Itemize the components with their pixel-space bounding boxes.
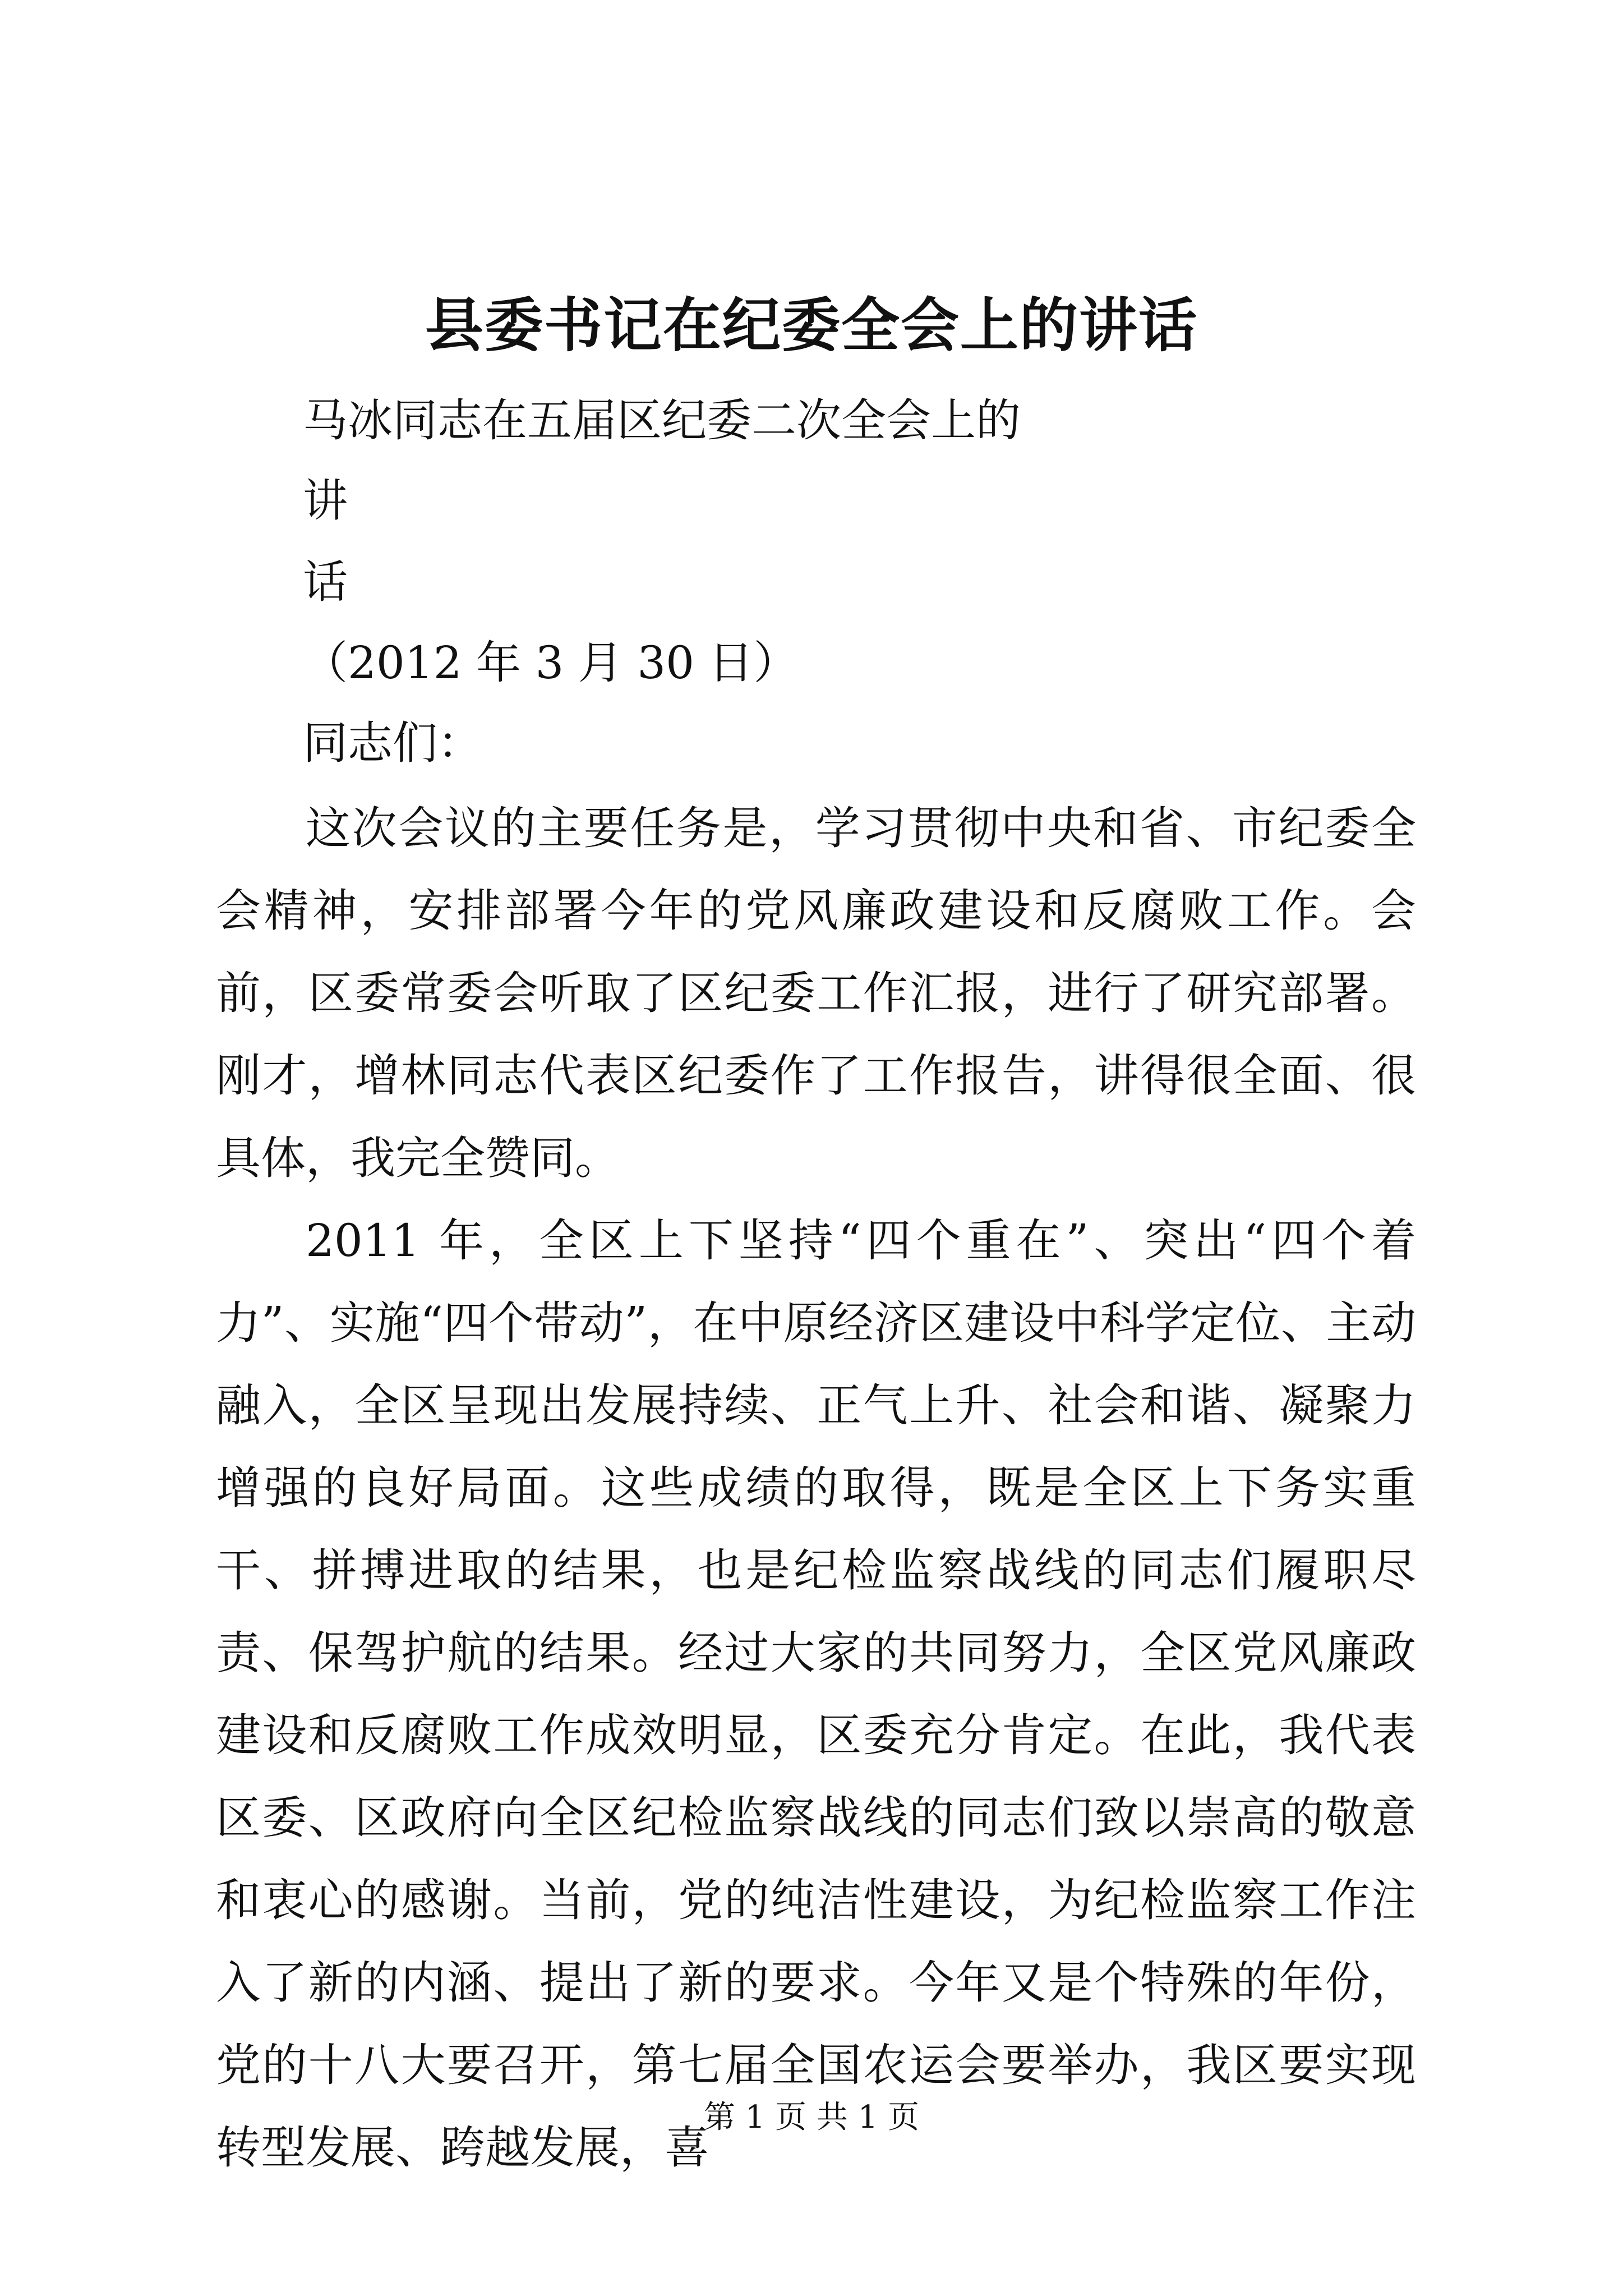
- subtitle-line-1: 马冰同志在五届区纪委二次全会上的: [303, 394, 1021, 447]
- speech-date: （2012 年 3 月 30 日）: [303, 637, 799, 689]
- subtitle-line-2: 讲: [303, 475, 348, 527]
- paragraph-1: 这次会议的主要任务是，学习贯彻中央和省、市纪委全会精神，安排部署今年的党风廉政建设和反腐败工作。会前，区委常委会听取了区纪委工作汇报，进行了研究部署。刚才，增林同志代表区纪委作了工作报告，讲得很全面、很具体，我完全赞同。: [216, 802, 1416, 1184]
- speech-body: [216, 787, 1416, 2189]
- salutation: 同志们：: [303, 717, 482, 769]
- page-footer: 第 1 页 共 1 页: [703, 2099, 920, 2136]
- paragraph-2: 2011 年，全区上下坚持“四个重在”、突出“四个着力”、实施“四个带动”，在中原经济区建设中科学定位、主动融入，全区呈现出发展持续、正气上升、社会和谐、凝聚力增强的良好局面。这些成绩的取得，既是全区上下务实重干、拼搏进取的结果，也是纪检监察战线的同志们履职尽责、保驾护航的结果。经过大家的共同努力，全区党风廉政建设和反腐败工作成效明显，区委充分肯定。在此，我代表区委、区政府向全区纪检监察战线的同志们致以崇高的敬意和衷心的感谢。当前，党的纯洁性建设，为纪检监察工作注入了新的内涵、提出了新的要求。今年又是个特殊的年份，党的十八大要召开，第七届全国农运会要举办，我区要实现转型发展、跨越发展，喜: [216, 1214, 1416, 2174]
- document-title: 县委书记在纪委全会上的讲话: [425, 291, 1198, 360]
- subtitle-line-3: 话: [303, 556, 348, 608]
